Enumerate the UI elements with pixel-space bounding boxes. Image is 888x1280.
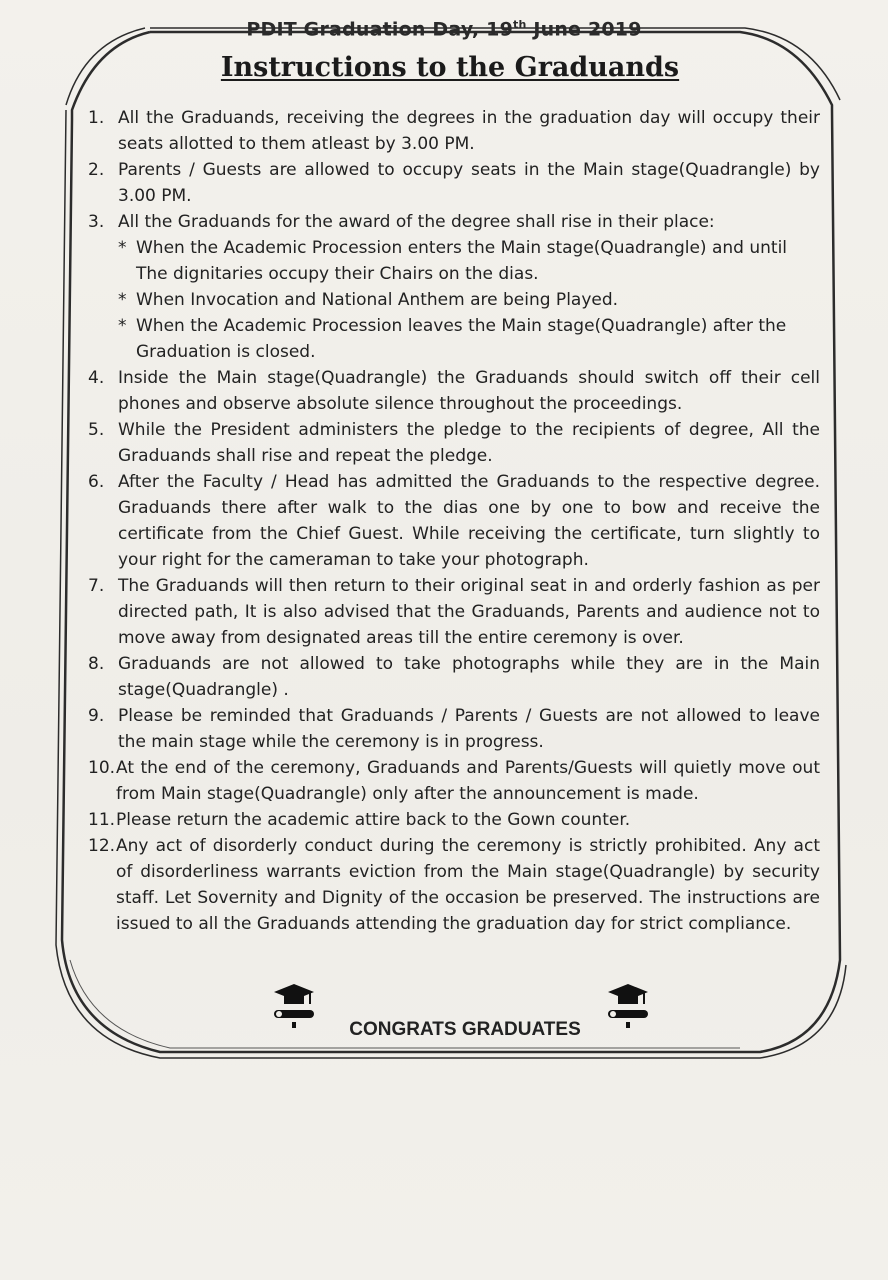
instruction-text: All the Graduands, receiving the degrees in the graduation day will occupy their seats allotted to them atleast by 3.00 PM. (118, 108, 820, 154)
instruction-item (88, 157, 820, 209)
instruction-item (88, 833, 820, 937)
instruction-number: 3. (88, 212, 105, 232)
instruction-number: 2. (88, 160, 105, 180)
instruction-text: Inside the Main stage(Quadrangle) the Graduands should switch off their cell phones and observe absolute silence throughout the proceedings. (118, 368, 820, 414)
instruction-text: While the President administers the pledge to the recipients of degree, All the Graduands shall rise and repeat the pledge. (118, 420, 820, 466)
instruction-item (88, 573, 820, 651)
graduation-cap-diploma-icon (604, 982, 652, 1038)
instruction-sublist (118, 235, 820, 365)
instruction-item (88, 417, 820, 469)
instruction-subitem-text: When the Academic Procession enters the Main stage(Quadrangle) and until The dignitaries occupy their Chairs on the dias. (136, 238, 788, 284)
instruction-number: 11. (88, 810, 116, 830)
instruction-item (88, 105, 820, 157)
congrats-footer-text: CONGRATS GRADUATES (349, 1019, 581, 1040)
asterisk-bullet-icon: * (118, 238, 127, 258)
instruction-text: Please return the academic attire back to the Gown counter. (116, 810, 631, 830)
instruction-text: The Graduands will then return to their original seat in and orderly fashion as per directed path, It is also advised that the Graduands, Parents and audience not to move away from designated areas till the entire ceremony is over. (118, 576, 820, 648)
instruction-number: 10. (88, 758, 116, 778)
instruction-subitem (118, 235, 820, 287)
instruction-number: 9. (88, 706, 105, 726)
instructions-list (88, 105, 820, 937)
instruction-item (88, 651, 820, 703)
instruction-item (88, 469, 820, 573)
instruction-subitem (118, 313, 820, 365)
page-title: Instructions to the Graduands (220, 52, 680, 83)
instruction-number: 5. (88, 420, 105, 440)
graduation-cap-diploma-icon (270, 982, 318, 1038)
instruction-text: Parents / Guests are allowed to occupy seats in the Main stage(Quadrangle) by 3.00 PM. (118, 160, 820, 206)
instruction-number: 4. (88, 368, 105, 388)
instruction-number: 6. (88, 472, 105, 492)
instruction-subitem-text: When the Academic Procession leaves the Main stage(Quadrangle) after the Graduation is closed. (136, 316, 787, 362)
instruction-item (88, 365, 820, 417)
instruction-number: 1. (88, 108, 105, 128)
instruction-text: After the Faculty / Head has admitted the Graduands to the respective degree. Graduands there after walk to the dias one by one to bow and receive the certificate from the Chief Guest. While receiving the certificate, turn slightly to your right for the cameraman to take your photograph. (118, 472, 820, 570)
event-date-line: PDIT Graduation Day, 19th June 2019 (246, 18, 642, 41)
instruction-item (88, 807, 820, 833)
instruction-text: At the end of the ceremony, Graduands and Parents/Guests will quietly move out from Main stage(Quadrangle) only after the announcement is made. (116, 758, 820, 804)
instruction-item (88, 703, 820, 755)
instruction-text: Any act of disorderly conduct during the ceremony is strictly prohibited. Any act of disorderliness warrants eviction from the Main stage(Quadrangle) by security staff. Let Sovernity and Dignity of the occasion be preserved. The instructions are issued to all the Graduands attending the graduation day for strict compliance. (116, 836, 820, 934)
instruction-text: All the Graduands for the award of the degree shall rise in their place: (118, 212, 715, 232)
instruction-text: Please be reminded that Graduands / Parents / Guests are not allowed to leave the main stage while the ceremony is in progress. (118, 706, 820, 752)
instruction-number: 8. (88, 654, 105, 674)
instruction-text: Graduands are not allowed to take photographs while they are in the Main stage(Quadrangle) . (118, 654, 820, 700)
instruction-number: 12. (88, 836, 116, 856)
instruction-number: 7. (88, 576, 105, 596)
instruction-subitem-text: When Invocation and National Anthem are being Played. (136, 290, 619, 310)
instruction-subitem (118, 287, 820, 313)
asterisk-bullet-icon: * (118, 290, 127, 310)
instruction-item (88, 755, 820, 807)
asterisk-bullet-icon: * (118, 316, 127, 336)
instruction-item (88, 209, 820, 365)
